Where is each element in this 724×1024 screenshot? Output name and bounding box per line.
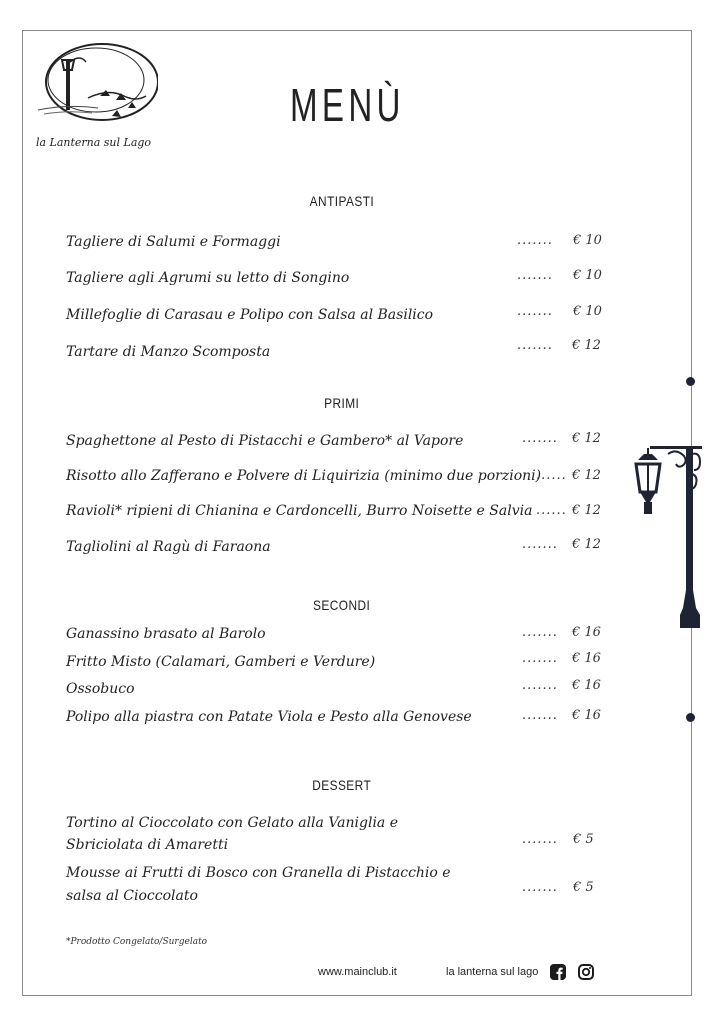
menu-item-name: Fritto Misto (Calamari, Gamberi e Verdure) xyxy=(66,654,376,670)
menu-item-name: Polipo alla piastra con Patate Viola e Pesto alla Genovese xyxy=(66,709,472,725)
menu-item-price: € 5 xyxy=(573,832,594,847)
menu-item-price: € 10 xyxy=(573,268,602,283)
menu-item-name: Ravioli* ripieni di Chianina e Cardoncelli, Burro Noisette e Salvia xyxy=(66,503,533,519)
leader-dots: ...... xyxy=(536,503,567,518)
page-title: MENÙ xyxy=(290,79,405,131)
menu-item-name: Spaghettone al Pesto di Pistacchi e Gambero* al Vapore xyxy=(66,433,464,449)
footnote: *Prodotto Congelato/Surgelato xyxy=(66,937,208,947)
menu-item-name: salsa al Cioccolato xyxy=(66,888,198,904)
leader-dots: ....... xyxy=(517,233,553,248)
menu-item-price: € 5 xyxy=(573,880,594,895)
brand-name: la lanterna sul lago xyxy=(446,966,539,978)
menu-item-name: Sbriciolata di Amaretti xyxy=(66,837,229,853)
menu-item-price: € 12 xyxy=(572,338,601,353)
menu-item-price: € 12 xyxy=(572,431,601,446)
leader-dots: ....... xyxy=(517,304,553,319)
menu-item-price: € 12 xyxy=(572,503,601,518)
menu-item-price: € 16 xyxy=(572,625,601,640)
section-title-primi: PRIMI xyxy=(324,395,360,411)
decorative-dot xyxy=(686,713,695,722)
website-link[interactable]: www.mainclub.it xyxy=(318,966,397,978)
leader-dots: ....... xyxy=(522,625,558,640)
menu-item-price: € 16 xyxy=(572,651,601,666)
menu-item-name: Risotto allo Zafferano e Polvere di Liquirizia (minimo due porzioni) xyxy=(66,468,542,484)
section-title-secondi: SECONDI xyxy=(313,597,371,613)
leader-dots: ....... xyxy=(522,708,558,723)
menu-item-name: Millefoglie di Carasau e Polipo con Salsa al Basilico xyxy=(66,307,434,323)
menu-item-price: € 12 xyxy=(572,537,601,552)
leader-dots: ....... xyxy=(522,431,558,446)
leader-dots: ....... xyxy=(522,678,558,693)
menu-item-name: Tagliere agli Agrumi su letto di Songino xyxy=(66,270,350,286)
menu-item-price: € 10 xyxy=(573,233,602,248)
leader-dots: ....... xyxy=(522,651,558,666)
leader-dots: ....... xyxy=(522,832,558,847)
street-lamp-icon xyxy=(628,440,712,635)
leader-dots: ....... xyxy=(522,537,558,552)
decorative-dot xyxy=(686,377,695,386)
leader-dots: ....... xyxy=(517,338,553,353)
menu-item-name: Ganassino brasato al Barolo xyxy=(66,626,266,642)
menu-item-name: Tortino al Cioccolato con Gelato alla Vaniglia e xyxy=(66,815,399,831)
menu-item-name: Tartare di Manzo Scomposta xyxy=(66,344,271,360)
logo-text: la Lanterna sul Lago xyxy=(35,136,152,149)
menu-item-name: Mousse ai Frutti di Bosco con Granella di Pistacchio e xyxy=(66,865,451,881)
instagram-icon[interactable] xyxy=(578,964,594,980)
menu-item-name: Tagliolini al Ragù di Faraona xyxy=(66,539,271,555)
menu-item-price: € 10 xyxy=(573,304,602,319)
facebook-icon[interactable] xyxy=(550,964,566,980)
menu-item-price: € 12 xyxy=(572,468,601,483)
menu-item-name: Ossobuco xyxy=(66,681,135,697)
leader-dots: ...... xyxy=(536,468,567,483)
menu-item-name: Tagliere di Salumi e Formaggi xyxy=(66,234,281,250)
leader-dots: ....... xyxy=(517,268,553,283)
menu-item-price: € 16 xyxy=(572,708,601,723)
leader-dots: ....... xyxy=(522,880,558,895)
section-title-dessert: DESSERT xyxy=(312,777,372,793)
menu-item-price: € 16 xyxy=(572,678,601,693)
section-title-antipasti: ANTIPASTI xyxy=(309,193,375,209)
